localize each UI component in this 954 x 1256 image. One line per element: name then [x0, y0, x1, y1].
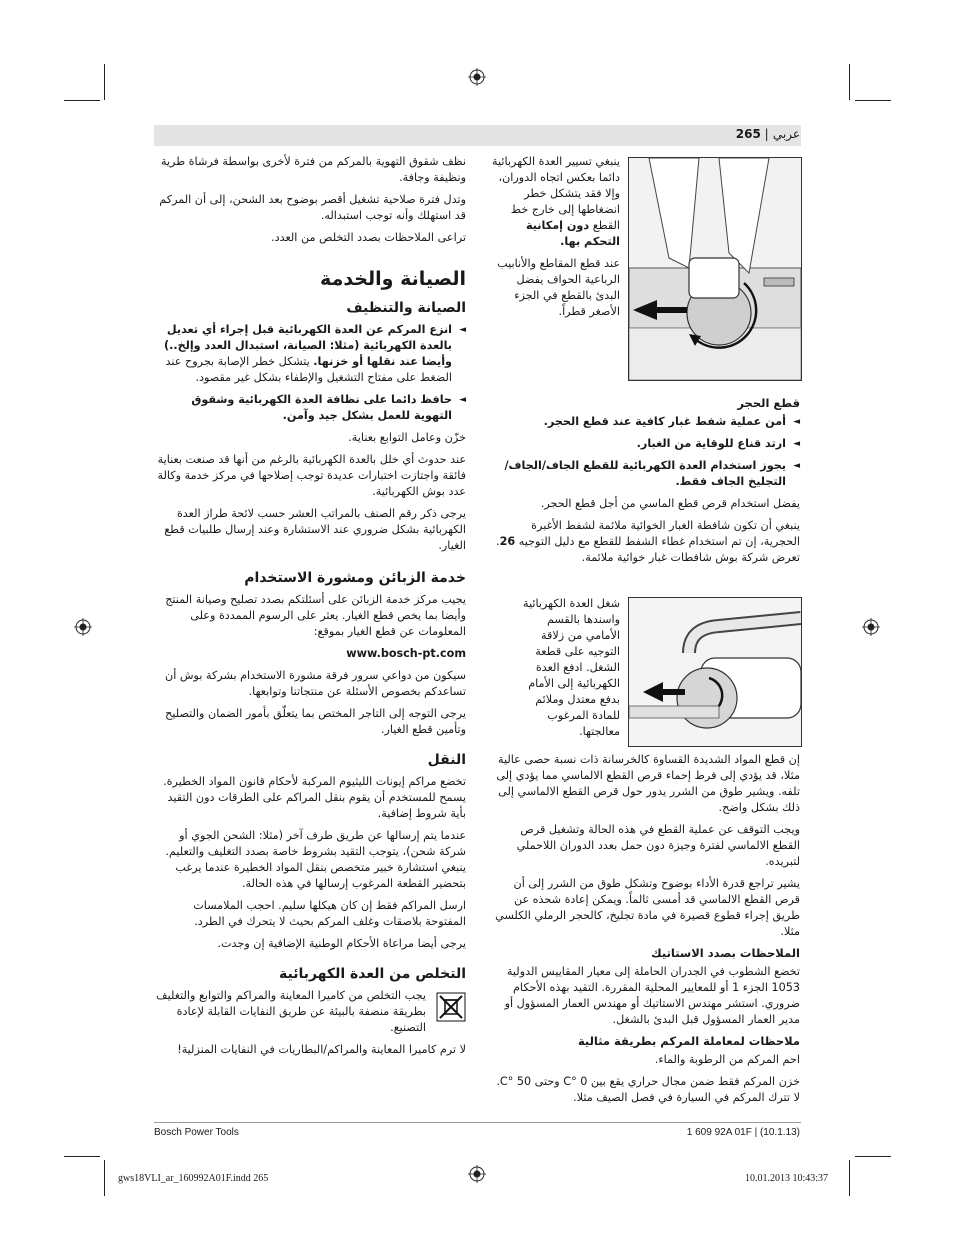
header-band	[154, 125, 801, 146]
paragraph: ينبغي أن تكون شافطة الغبار الخوائية ملائمة لشفط الأغبرة الحجرية، إن تم استخدام غطاء الشفط للقطع مع دليل التوجيه 26. تعرض شركة بوش شافطات غبار خوائية ملائمة.	[496, 519, 800, 564]
cutting-direction-figure	[628, 157, 802, 381]
paragraph: لا ترم كاميرا المعاينة والمراكم/البطاريات في النفايات المنزلية!	[177, 1043, 466, 1056]
slug-date: 10.01.2013 10:43:37	[744, 1173, 828, 1184]
subsection-title-disposal: التخلص من العدة الكهربائية	[279, 966, 466, 982]
stone-cutting-section	[490, 390, 800, 572]
bullet-item: ◄ حافظ دائما على نظافة العدة الكهربائية وشقوق التهوية للعمل بشكل جيد وآمن.	[156, 392, 466, 424]
paragraph: يرجى التوجه إلى التاجر المختص بما يتعلّق بأمور الضمان والتصليح وتأمين قطع الغيار.	[165, 707, 466, 736]
paragraph: سيكون من دواعي سرور فرقة مشورة الاستخدام بشركة بوش أن تساعدكم بخصوص الأسئلة عن منتجاتنا وتوابعها.	[165, 669, 466, 698]
paragraph: تخضع الشطوب في الجدران الحاملة إلى معيار المقاييس الدولية 1053 الجزء 1 أو للمعايير المحلية المقررة. التقيد بهذه الأحكام ضروري. استشر مهندس الاستاتيك أو مهندس العمار المسؤول أو مدير العمار المسؤول قبل البدئ بالشغل.	[504, 965, 800, 1026]
crop-mark	[849, 64, 850, 100]
paragraph: يجب التخلص من كاميرا المعاينة والمراكم والتوابع والتغليف بطريقة منصفة بالبيئة عن طريق النفايات القابلة لإعادة التصنيع.	[156, 989, 426, 1034]
subsection-title-battery: ملاحظات لمعاملة المركم بطريقة مثالية	[577, 1034, 800, 1048]
page-number: 265	[735, 127, 761, 141]
website-link[interactable]: www.bosch-pt.com	[346, 647, 466, 660]
crop-mark	[849, 1160, 850, 1196]
bullet-item: ◄ ارتد قناع للوقاية من الغبار.	[490, 436, 800, 452]
dust-extraction-figure	[628, 597, 802, 747]
subsection-title-static: الملاحظات بصدد الاستاتيك	[651, 946, 800, 960]
paragraph: يجيب مركز خدمة الزبائن على أسئلتكم بصدد تصليح وصيانة المنتج وأيضا بما يخص قطع الغيار. يعثر على الرسوم الممددة وعلى المعلومات عن قطع الغيار بموقع:	[165, 593, 466, 638]
intro-paragraph: وتدل فترة صلاحية تشغيل أقصر بوضوح بعد الشحن، إلى أن المركم قد استهلك وأنه توجب استبداله.	[159, 193, 466, 222]
registration-mark-icon	[862, 618, 880, 636]
paragraph: يرجى ذكر رقم الصنف بالمراتب العشر حسب لائحة طراز العدة الكهربائية بشكل ضروري عند الاستشارة وعند إرسال طلبيات قطع الغيار.	[164, 507, 466, 552]
bullet-item: ◄ يجوز استخدام العدة الكهربائية للقطع الجاف/الجاف/التجليخ الجاف فقط.	[490, 458, 800, 490]
crop-mark	[64, 1156, 100, 1157]
crossed-bin-icon	[436, 992, 466, 1022]
page-header: عربي | 265	[735, 127, 800, 141]
paragraph: يشير تراجع قدرة الأداء بوضوح وتشكل طوق من الشرر إلى أن قرص القطع الالماسي قد أمسى ثالماً. ويمكن إعادة شحذه عن طريق إجراء قطوع قصيرة في مادة تجليخ، كالحجر الرملي الكلسي مثلا.	[495, 877, 800, 938]
paragraph: عندما يتم إرسالها عن طريق طرف آخر (مثلا: الشحن الجوي أو شركة شحن)، يتوجب التقيد بشروط خاصة بصدد التغليف والتعليم. ينبغي استشارة خبير متخصص بنقل المواد الخطيرة عندما يرغب بتحضير القطعة المرغوب إرسالها في هذه الحالة.	[165, 829, 466, 890]
footer-docnum: 1 609 92A 01F | (10.1.13)	[686, 1127, 800, 1138]
subsection-title-stone: قطع الحجر	[737, 396, 800, 410]
registration-mark-icon	[468, 68, 486, 86]
intro-paragraph: نظف شقوق التهوية بالمركم من فترة لأخرى بواسطة فرشاة طرية ونظيفة وجافة.	[160, 155, 466, 184]
figure2-text: شغل العدة الكهربائية واسندها بالقسم الأمامي من زلاقة التوجيه على قطعة الشغل. ادفع العدة الكهربائية إلى الأمام بدفع معتدل وملائم للمادة المرغوب معالجتها.	[522, 597, 620, 738]
subsection-title-service: خدمة الزبائن ومشورة الاستخدام	[244, 570, 466, 586]
paragraph: يرجى أيضا مراعاة الأحكام الوطنية الإضافية إن وجدت.	[217, 937, 466, 950]
subsection-title-transport: النقل	[427, 752, 466, 768]
registration-mark-icon	[468, 1165, 486, 1183]
left-column	[156, 154, 466, 1064]
intro-paragraph: تراعى الملاحظات بصدد التخلص من العدد.	[271, 231, 466, 244]
paragraph: ويجب التوقف عن عملية القطع في هذه الحالة وتشغيل قرص القطع الالماسي لفترة وجيزة دون حمل بعدد الدوران اللاحملي لتبريده.	[516, 823, 800, 868]
paragraph: خزن المركم فقط ضمن مجال حراري يقع بين 0 °C وحتى 50 °C. لا تترك المركم في السيارة في فصل الصيف مثلا.	[496, 1075, 800, 1104]
subsection-title-cleaning: الصيانة والتنظيف	[346, 300, 466, 316]
paragraph: يفضل استخدام قرص قطع الماسي من أجل قطع الحجر.	[540, 497, 800, 510]
paragraph: ارسل المراكم فقط إن كان هيكلها سليم. احجب الملامسات المفتوحة بلاصقات وغلف المركم بحيث لا يتحرك في الطرد.	[193, 899, 466, 928]
paragraph: إن قطع المواد الشديدة القساوة كالخرسانة ذات نسبة حصى عالية مثلا، قد يؤدي إلى فرط إحماء قرص القطع الالماسي مما يؤدي إلى تلفه. ويشير طوق من الشرر يدور حول قرص القطع الالماسي إلى ذلك بشكل واضح.	[496, 753, 800, 814]
figure1-text: ينبغي تسيير العدة الكهربائية دائما بعكس اتجاه الدوران، وإلا فقد يتشكل خطر انضغاطها إلى خارج خط القطع دون إمكانية التحكم بها. عند قطع المقاطع والأنابيب الرباعية الحواف يفضل البدئ بالقطع في الجزء الأصغر قطراً.	[490, 154, 620, 326]
crop-mark	[64, 100, 100, 101]
bullet-item: ◄ أمن عملية شفط غبار كافية عند قطع الحجر.	[490, 414, 800, 430]
paragraph: عند حدوث أي خلل بالعدة الكهربائية بالرغم من أنها قد صنعت بعناية فائقة واجتازت اختبارات عديدة توجب إصلاحها في مركز خدمة وكالة عدد بوش الكهربائية.	[157, 453, 466, 498]
paragraph: تخضع مراكم إيونات الليثيوم المركبة لأحكام قانون المواد الخطيرة. يسمح للمستخدم أن يقوم بنقل المراكم على الطرقات دون التقيد بأية شروط إضافية.	[163, 775, 466, 820]
paragraph: خزّن وعامل التوابع بعناية.	[348, 431, 466, 444]
crop-mark	[855, 1156, 891, 1157]
crop-mark	[104, 64, 105, 100]
crop-mark	[855, 100, 891, 101]
disposal-block	[156, 988, 466, 1036]
concrete-section	[490, 752, 800, 1112]
footer-brand: Bosch Power Tools	[154, 1127, 239, 1138]
paragraph: عند قطع المقاطع والأنابيب الرباعية الحواف يفضل البدئ بالقطع في الجزء الأصغر قطراً.	[497, 257, 620, 318]
bullet-item: ◄ انزع المركم عن العدة الكهربائية قبل إجراء أي تعديل بالعدة الكهربائية (مثلا: الصيانة، استبدال العدد وإلخ..) وأيضا عند نقلها أو خزنها. يتشكل خطر الإصابة بجروح عند الضغط على مفتاح التشغيل والإطفاء بشكل غير مقصود.	[156, 322, 466, 386]
footer-rule	[154, 1122, 801, 1123]
section-title-maintenance: الصيانة والخدمة	[320, 268, 466, 290]
crop-mark	[104, 1160, 105, 1196]
registration-mark-icon	[74, 618, 92, 636]
header-language: عربي	[772, 127, 800, 141]
slug-filename: gws18VLI_ar_160992A01F.indd 265	[118, 1173, 269, 1184]
paragraph: احم المركم من الرطوبة والماء.	[654, 1053, 800, 1066]
